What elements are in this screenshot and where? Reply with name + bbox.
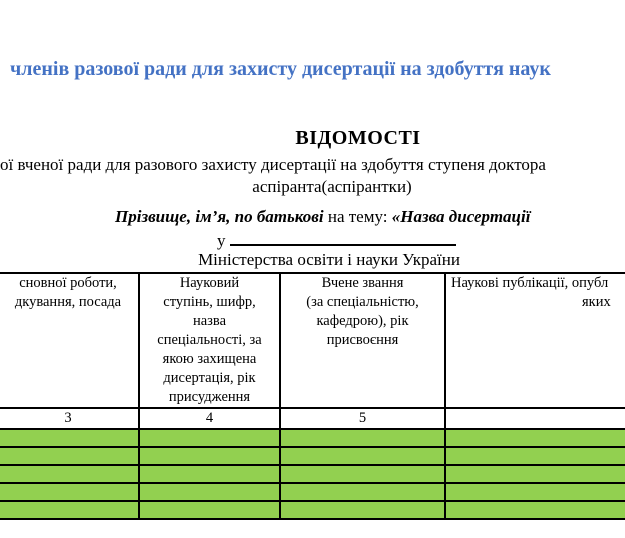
header-line: якою захищена	[162, 351, 257, 367]
ministry-line: Міністерства освіти і науки України	[198, 250, 460, 269]
empty-data-cell[interactable]	[445, 465, 625, 483]
header-line: ступінь, шифр,	[163, 294, 256, 310]
empty-data-cell[interactable]	[0, 429, 139, 447]
members-table	[0, 272, 625, 520]
col-number-cell: 3	[0, 408, 139, 429]
empty-data-cell[interactable]	[139, 465, 280, 483]
empty-data-cell[interactable]	[139, 483, 280, 501]
table-header-cell-publications	[445, 273, 625, 408]
col-number-cell	[445, 408, 625, 429]
table-row	[0, 429, 625, 447]
header-line: Вчене звання	[321, 275, 404, 291]
empty-data-cell[interactable]	[445, 447, 625, 465]
empty-data-cell[interactable]	[445, 483, 625, 501]
empty-data-cell[interactable]	[445, 501, 625, 519]
header-line: Наукові публікації, опубл	[451, 275, 609, 291]
col-number-cell: 5	[280, 408, 445, 429]
empty-data-cell[interactable]	[0, 465, 139, 483]
table-row	[0, 465, 625, 483]
header-line: дкування, посада	[14, 294, 122, 310]
empty-data-cell[interactable]	[280, 501, 445, 519]
empty-data-cell[interactable]	[0, 447, 139, 465]
empty-data-cell[interactable]	[280, 483, 445, 501]
empty-data-cell[interactable]	[280, 429, 445, 447]
empty-data-cell[interactable]	[0, 501, 139, 519]
thesis-title-placeholder: «Назва дисертації	[391, 207, 531, 226]
empty-data-cell[interactable]	[280, 447, 445, 465]
header-line: Науковий	[179, 275, 240, 291]
table-header-cell-academic-title	[280, 273, 445, 408]
header-line: присудження	[168, 389, 251, 405]
subtitle-line: ої вченої ради для разового захисту дисертації на здобуття ступеня доктора	[0, 155, 546, 174]
col-number-cell: 4	[139, 408, 280, 429]
header-line: сновної роботи,	[19, 275, 117, 291]
topic-label: на тему:	[323, 207, 392, 226]
table-row	[0, 483, 625, 501]
header-line: присвоєння	[326, 332, 399, 348]
header-line: спеціальності, за	[157, 332, 262, 348]
name-topic-line	[115, 207, 530, 227]
empty-data-cell[interactable]	[280, 465, 445, 483]
header-line: яких	[582, 294, 611, 310]
empty-data-cell[interactable]	[139, 429, 280, 447]
page-heading-blue: членів разової ради для захисту дисертації на здобуття наук	[10, 58, 551, 80]
column-number-row	[0, 408, 625, 429]
table-header-row	[0, 273, 625, 408]
u-label: у	[217, 231, 230, 250]
document-title: ВІДОМОСТІ	[295, 127, 421, 149]
table-row	[0, 447, 625, 465]
empty-data-cell[interactable]	[445, 429, 625, 447]
empty-data-cell[interactable]	[139, 501, 280, 519]
aspirant-line: аспіранта(аспірантки)	[252, 177, 412, 196]
empty-data-cell[interactable]	[139, 447, 280, 465]
table-row	[0, 501, 625, 519]
table-header-cell-workplace	[0, 273, 139, 408]
header-line: дисертація, рік	[163, 370, 256, 386]
header-line: (за спеціальністю,	[306, 294, 419, 310]
header-line: назва	[192, 313, 226, 329]
fill-in-blank-line[interactable]	[230, 229, 456, 246]
institution-line	[217, 229, 456, 251]
empty-data-cell[interactable]	[0, 483, 139, 501]
name-placeholder: Прізвище, ім’я, по батькові	[115, 207, 324, 226]
header-line: кафедрою), рік	[316, 313, 409, 329]
table-header-cell-degree	[139, 273, 280, 408]
